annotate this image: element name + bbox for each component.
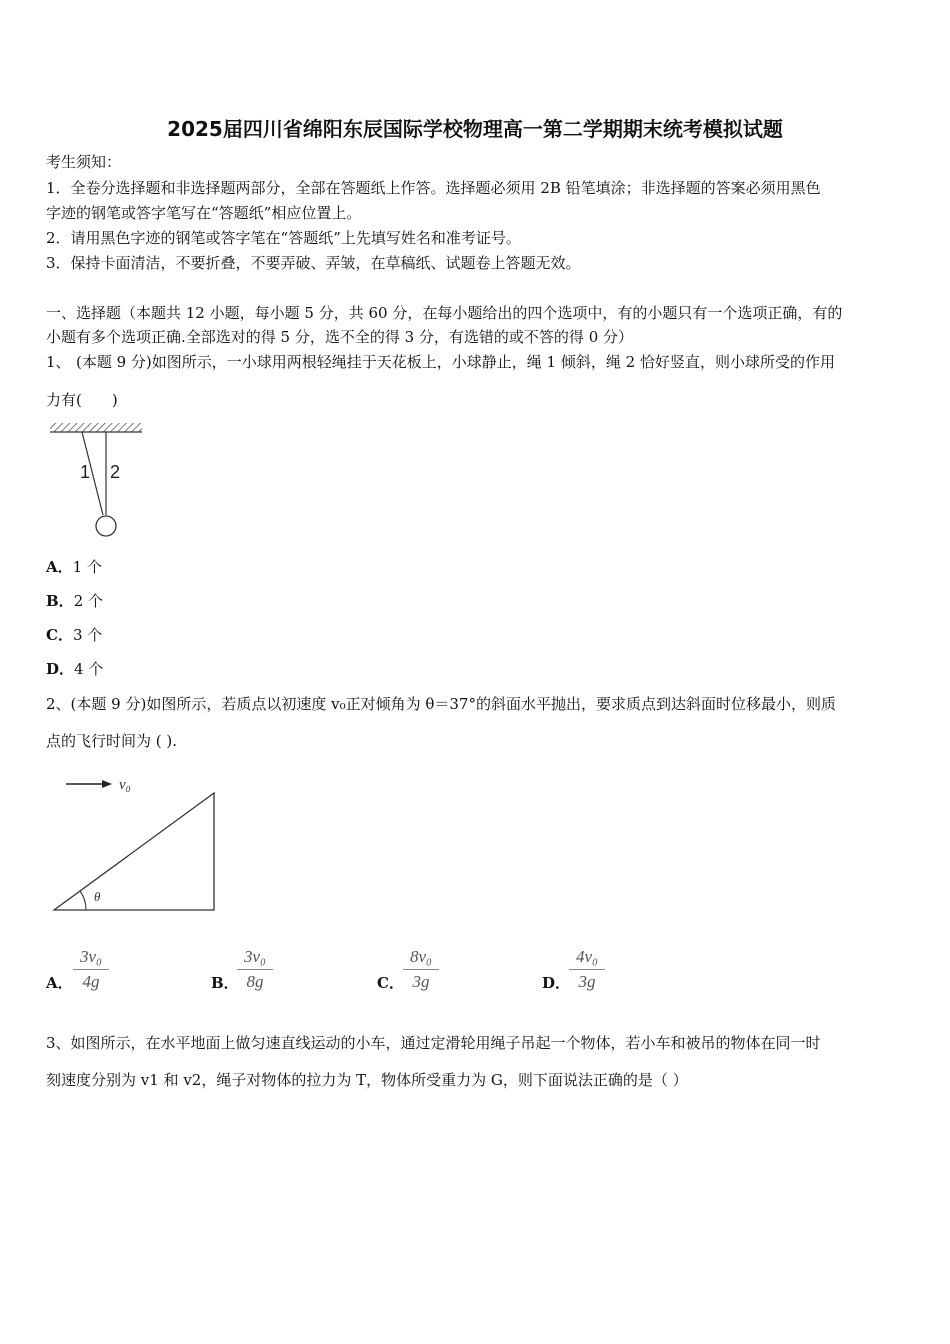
question-2-stem-line-2: 点的飞行时间为 ( ). <box>46 732 178 750</box>
fraction-denominator: 3g <box>578 972 596 991</box>
option-text: 4 个 <box>74 660 104 678</box>
question-1-option-a <box>46 557 102 577</box>
notice-heading: 考生须知： <box>46 153 122 171</box>
question-1-option-c <box>46 625 102 645</box>
question-2-figure <box>50 770 222 916</box>
question-2-option-a-letter: A． <box>46 974 73 992</box>
notice-item-2: 2．请用黑色字迹的钢笔或答字笔在“答题纸”上先填写姓名和准考证号。 <box>46 229 521 247</box>
question-1-option-b <box>46 591 103 611</box>
incline-triangle <box>54 793 214 910</box>
ball <box>96 516 116 536</box>
fraction-numerator: 4v₀ <box>569 947 605 970</box>
theta-angle-arc <box>80 891 86 910</box>
option-letter: B． <box>46 592 74 610</box>
fraction-denominator: 4g <box>82 972 100 991</box>
velocity-arrowhead <box>102 780 112 788</box>
option-text: 1 个 <box>72 558 102 576</box>
option-letter: C． <box>46 626 73 644</box>
rope-2-label: 2 <box>110 462 121 482</box>
question-2-option-d-letter: D． <box>542 974 571 992</box>
theta-label: θ <box>94 889 101 904</box>
question-2-option-d-fraction <box>569 947 605 992</box>
option-text: 2 个 <box>73 592 103 610</box>
fraction-numerator: 3v₀ <box>73 947 109 970</box>
fraction-denominator: 8g <box>246 972 264 991</box>
question-2-option-a-fraction <box>73 947 109 992</box>
question-3-stem-line-2: 刻速度分别为 v1 和 v2，绳子对物体的拉力为 T，物体所受重力为 G，则下面说法正确的是（ ） <box>46 1071 688 1089</box>
question-1-number: 1、 <box>46 353 71 371</box>
section-1-instructions-line-2: 小题有多个选项正确.全部选对的得 5 分，选不全的得 3 分，有选错的或不答的得 0 分） <box>46 328 634 346</box>
fraction-numerator: 8v₀ <box>403 947 439 970</box>
question-3-stem-line-1: 3、如图所示，在水平地面上做匀速直线运动的小车，通过定滑轮用绳子吊起一个物体，若小车和被吊的物体在同一时 <box>46 1034 821 1052</box>
question-1-stem-line-2: 力有( ) <box>46 391 118 409</box>
question-1-figure <box>46 418 146 542</box>
notice-item-1-line-2: 字迹的钢笔或答字笔写在“答题纸”相应位置上。 <box>46 204 362 222</box>
question-2-option-b-fraction <box>237 947 273 992</box>
option-letter: D． <box>46 660 75 678</box>
rope-1-label: 1 <box>80 462 91 482</box>
ceiling-hatch <box>50 423 142 432</box>
section-1-instructions-line-1: 一、选择题（本题共 12 小题，每小题 5 分，共 60 分，在每小题给出的四个选项中，有的小题只有一个选项正确，有的 <box>46 304 843 322</box>
option-letter: A． <box>46 558 73 576</box>
option-text: 3 个 <box>72 626 103 644</box>
question-2-option-c-letter: C． <box>377 974 404 992</box>
fraction-denominator: 3g <box>412 972 430 991</box>
fraction-numerator: 3v₀ <box>237 947 273 970</box>
question-2-option-c-fraction <box>403 947 439 992</box>
question-2-option-b-letter: B． <box>211 974 239 992</box>
question-2-stem-line-1: 2、(本题 9 分)如图所示，若质点以初速度 v₀正对倾角为 θ＝37°的斜面水平抛出，要求质点到达斜面时位移最小，则质 <box>46 695 836 713</box>
v0-label: v₀ <box>119 777 131 793</box>
question-1-stem-line-1: (本题 9 分)如图所示，一小球用两根轻绳挂于天花板上，小球静止，绳 1 倾斜，绳 2 恰好竖直，则小球所受的作用 <box>76 353 835 371</box>
notice-item-1-line-1: 1．全卷分选择题和非选择题两部分，全部在答题纸上作答。选择题必须用 2B 铅笔填涂；非选择题的答案必须用黑色 <box>46 179 821 197</box>
notice-item-3: 3．保持卡面清洁，不要折叠，不要弄破、弄皱，在草稿纸、试题卷上答题无效。 <box>46 254 581 272</box>
question-1-option-d <box>46 659 103 679</box>
page-title: 2025届四川省绵阳东辰国际学校物理高一第二学期期末统考模拟试题 <box>167 117 783 141</box>
